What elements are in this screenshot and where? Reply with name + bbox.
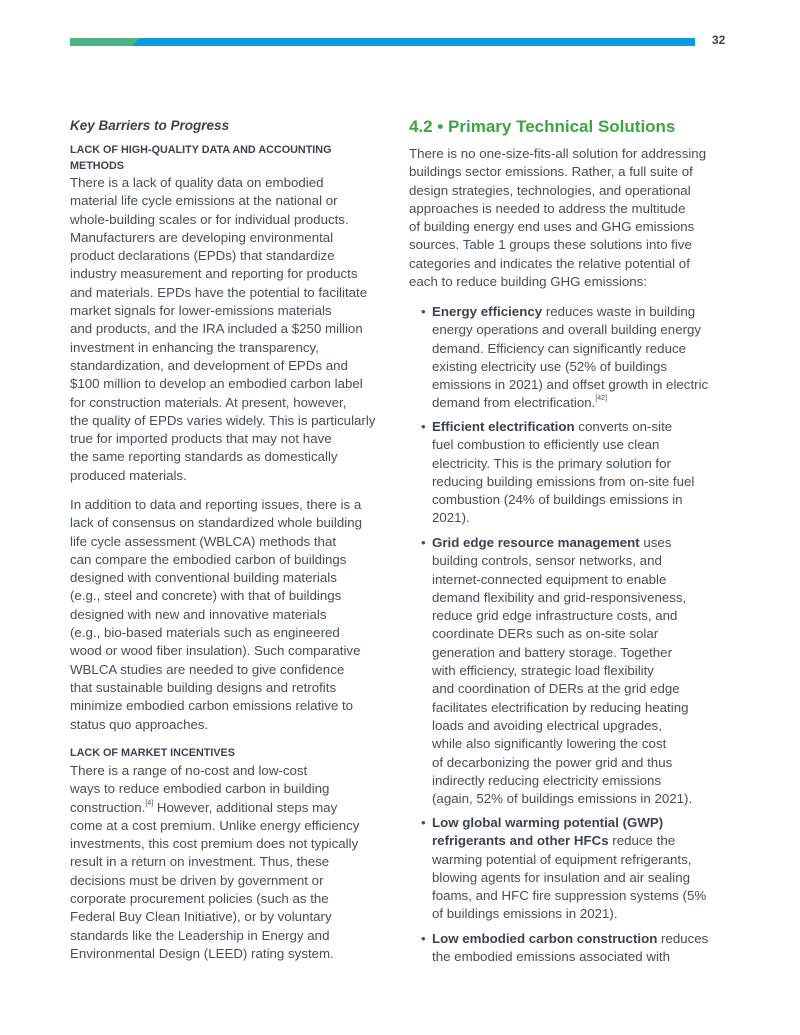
page-number: 32 — [712, 33, 726, 47]
bullet-lead: Grid edge resource management — [432, 535, 640, 550]
paragraph-market-incentives — [70, 762, 359, 963]
list-item-energy-efficiency — [421, 303, 709, 413]
subheading-data-methods: LACK OF HIGH-QUALITY DATA AND ACCOUNTING METHODS — [70, 144, 332, 172]
footnote-ref[interactable]: [42] — [595, 395, 608, 403]
bullet-text: uses building controls, sensor networks, and internet-connected equipment to enable demand flexibility and grid-responsiveness, reduce grid edge infrastructure costs, and coordinate DERs such as on-site solar generation and battery storage. Together with efficiency, strategic load flexibility and coordination of DERs at the grid edge facilitates electrification by reducing heating loads and avoiding electrical upgrades, while also significantly lowering the cost of decarbonizing the power grid and thus indirectly reducing electricity emissions (again, 52% of buildings emissions in 2021). — [432, 535, 693, 807]
bullet-text: converts on-site fuel combustion to efficiently use clean electricity. This is the primary solution for reducing building emissions from on-site fuel combustion (24% of buildings emissions in 2021). — [432, 419, 695, 526]
footnote-ref[interactable]: [4] — [145, 799, 154, 807]
list-item-efficient-electrification — [421, 418, 695, 528]
list-item-low-gwp — [421, 814, 707, 924]
section-heading-key-barriers: Key Barriers to Progress — [70, 118, 230, 133]
p3-text-a: There is a range of no-cost and low-cost ways to reduce embodied carbon in building construction. — [70, 763, 330, 815]
bullet-icon: • — [421, 419, 426, 434]
header-bar-green — [70, 38, 140, 46]
bullet-icon: • — [421, 931, 426, 946]
p3-text-b: However, additional steps may come at a cost premium. Unlike energy efficiency investments, this cost premium does not typically result in a return on investment. Thus, these decisions must be driven by government or corporate procurement policies (such as the Federal Buy Clean Initiative), or by voluntary standards like the Leadership in Energy and Environmental Design (LEED) rating system. — [70, 799, 360, 961]
header-bar-blue — [132, 38, 695, 46]
bullet-text: reduce the warming potential of equipment refrigerants, blowing agents for insulation and air sealing foams, and HFC fire suppression systems (5% of buildings emissions in 2021). — [432, 833, 707, 922]
bullet-text: reduces waste in building energy operations and overall building energy demand. Efficiency can significantly reduce existing electricity use (52% of buildings emissions in 2021) and offset growth in electric demand from electrification. — [432, 304, 709, 411]
paragraph-wblca: In addition to data and reporting issues, there is a lack of consensus on standardized whole building life cycle assessment (WBLCA) methods that can compare the embodied carbon of buildings designed with conventional building materials (e.g., steel and concrete) with that of buildings designed with new and innovative materials (e.g., bio-based materials such as engineered wood or wood fiber insulation). Such comparative WBLCA studies are needed to give confidence that sustainable building designs and retrofits minimize embodied carbon emissions relative to status quo approaches. — [70, 497, 362, 732]
bullet-text: reduces the embodied emissions associated with — [432, 931, 709, 965]
paragraph-data-quality: There is a lack of quality data on embodied material life cycle emissions at the national or whole-building scales or for individual products. Manufacturers are developing environmental product declarations (EPDs) that standardize industry measurement and reporting for products and materials. EPDs have the potential to facilitate market signals for lower-emissions materials and products, and the IRA included a $250 million investment in enhancing the transparency, standardization, and development of EPDs and $100 million to develop an embodied carbon label for construction materials. At present, however, the quality of EPDs varies widely. This is particularly true for imported products that may not have the same reporting standards as domestically produced materials. — [70, 175, 376, 483]
bullet-lead: Energy efficiency — [432, 304, 543, 319]
bullet-lead: Low global warming potential (GWP) refrigerants and other HFCs — [432, 815, 664, 849]
subheading-market-incentives: LACK OF MARKET INCENTIVES — [70, 747, 235, 759]
bullet-lead: Low embodied carbon construction — [432, 931, 658, 946]
list-item-embodied-carbon — [421, 930, 709, 967]
bullet-icon: • — [421, 815, 426, 830]
section-title: 4.2 • Primary Technical Solutions — [409, 117, 676, 136]
list-item-grid-edge — [421, 534, 693, 808]
bullet-icon: • — [421, 535, 426, 550]
bullet-icon: • — [421, 304, 426, 319]
paragraph-intro: There is no one-size-fits-all solution for addressing buildings sector emissions. Rather, a full suite of design strategies, technologies, and operational approaches is needed to address the multitude of building energy end uses and GHG emissions sources. Table 1 groups these solutions into five categories and indicates the relative potential of each to reduce building GHG emissions: — [409, 146, 707, 290]
bullet-lead: Efficient electrification — [432, 419, 575, 434]
